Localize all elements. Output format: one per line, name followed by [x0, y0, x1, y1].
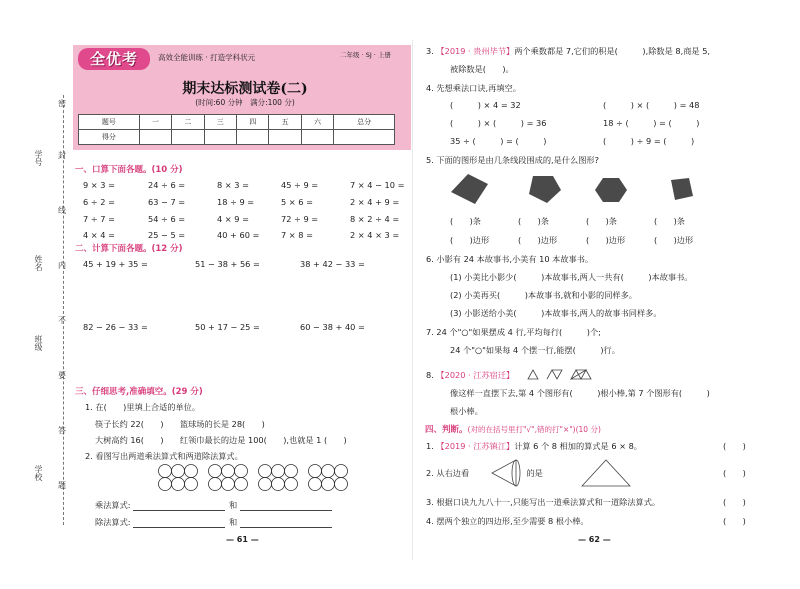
- score-cell[interactable]: [236, 130, 268, 145]
- page-number: — 61 —: [226, 535, 259, 544]
- q4-cell: ( ) ÷ 9 = ( ): [603, 136, 695, 146]
- brand-slogan: 高效全能训练 · 打造学科状元: [158, 53, 256, 62]
- score-header-row: [79, 115, 395, 130]
- oral-problem: 18 ÷ 9 =: [217, 197, 255, 207]
- score-header-cell: 五: [269, 115, 301, 130]
- q5-answer: ( )边形: [450, 235, 490, 245]
- q5-answer: ( )边形: [586, 235, 626, 245]
- exam-title: 期末达标测试卷(二): [182, 81, 308, 97]
- score-cell[interactable]: [172, 130, 204, 145]
- oral-problem: 8 × 3 =: [217, 180, 249, 190]
- q8-text-b: 像这样一直摆下去,第 4 个图形有( )根小棒,第 7 个图形有( ): [450, 388, 710, 398]
- hexagon-shape: [595, 178, 627, 202]
- score-cell[interactable]: [269, 130, 301, 145]
- j1-text: [426, 441, 642, 452]
- q8-number: 8.: [426, 370, 437, 380]
- and-label: 和: [229, 517, 238, 527]
- q7-text-a: 7. 24 个"○"如果摆成 4 行,平均每行( )个;: [426, 327, 601, 337]
- oral-problem: 25 − 5 =: [148, 230, 186, 240]
- seal-char: 线: [58, 206, 66, 215]
- q3-body: 两个乘数都是 7,它们的积是( ),除数是 8,商是 5,: [514, 46, 711, 56]
- quadrilateral-shape: [451, 174, 488, 204]
- score-value-row: [79, 130, 395, 145]
- q5-answer: ( )边形: [518, 235, 558, 245]
- q3-text: [426, 46, 710, 57]
- and-label: 和: [229, 500, 238, 510]
- q5-answer: ( )边形: [654, 235, 694, 245]
- exam-subtitle: (时间:60 分钟 满分:100 分): [195, 98, 295, 107]
- j4-text: 4. 摆两个独立的四边形,至少需要 8 根小棒。: [426, 516, 589, 526]
- score-header-cell: 二: [172, 115, 204, 130]
- section-2-heading: 二、计算下面各题。(12 分): [75, 244, 183, 254]
- circle-groups-figure: [155, 462, 355, 494]
- q1-text: 1. 在( )里填上合适的单位。: [85, 402, 201, 412]
- j1-body: 计算 6 个 8 相加的算式是 6 × 8。: [514, 441, 642, 451]
- score-header-cell: 一: [139, 115, 171, 130]
- q6-part-1: (1) 小美比小影少( )本故事书,两人一共有( )本故事书。: [450, 272, 693, 282]
- judge-paren[interactable]: ( ): [723, 497, 746, 507]
- score-table: [78, 114, 395, 145]
- calc-problem: 60 − 38 + 40 =: [300, 322, 365, 332]
- q3-text-cont: 被除数是( )。: [450, 64, 514, 74]
- oral-problem: 63 − 7 =: [148, 197, 186, 207]
- division-label: 除法算式:: [95, 517, 131, 527]
- answer-line[interactable]: [133, 527, 225, 528]
- oral-problem: 4 × 9 =: [217, 214, 249, 224]
- oral-problem: 72 ÷ 9 =: [281, 214, 319, 224]
- score-cell[interactable]: [139, 130, 171, 145]
- oral-problem: 24 ÷ 6 =: [148, 180, 186, 190]
- q5-answer: ( )条: [450, 216, 481, 226]
- oral-problem: 9 × 3 =: [83, 180, 115, 190]
- q6-part-3: (3) 小影送给小美( )本故事书,两人的故事书同样多。: [450, 308, 662, 318]
- score-header-cell: 三: [204, 115, 236, 130]
- oral-problem: 45 ÷ 9 =: [281, 180, 319, 190]
- q7-text-b: 24 个"○"如果每 4 个摆一行,能摆( )行。: [450, 345, 620, 355]
- j3-text: 3. 根据口诀九九八十一,只能写出一道乘法算式和一道除法算式。: [426, 497, 661, 507]
- q6-part-2: (2) 小美再买( )本故事书,就和小影的同样多。: [450, 290, 637, 300]
- calc-problem: 51 − 38 + 56 =: [195, 259, 260, 269]
- seal-char: 要: [58, 371, 66, 380]
- q8-text-c: 根小棒。: [450, 406, 483, 416]
- calc-problem: 45 + 19 + 35 =: [83, 259, 148, 269]
- answer-line[interactable]: [240, 527, 332, 528]
- binding-label-class: 班级: [34, 335, 43, 351]
- calc-problem: 38 + 42 − 33 =: [300, 259, 365, 269]
- q3-number: 3.: [426, 46, 437, 56]
- binding-label-name: 姓名: [34, 255, 43, 271]
- q4-cell: 18 ÷ ( ) = ( ): [603, 118, 700, 128]
- score-cell[interactable]: [204, 130, 236, 145]
- seal-char: 题: [58, 481, 66, 490]
- q5-text: 5. 下面的图形是由几条线段围成的,是什么图形?: [426, 155, 599, 165]
- q4-cell: ( ) × ( ) = 36: [450, 118, 547, 128]
- oral-problem: 54 ÷ 6 =: [148, 214, 186, 224]
- j2-text: 2. 从右边看 的是: [426, 468, 543, 478]
- seal-char: 封: [58, 151, 66, 160]
- seal-char: 答: [58, 426, 66, 435]
- binding-label-id: 学号: [34, 150, 43, 166]
- pentagon-shape: [529, 176, 561, 203]
- score-header-cell: 六: [301, 115, 333, 130]
- section-3-heading: 三、仔细思考,准确填空。(29 分): [75, 387, 203, 397]
- oral-problem: 2 × 4 + 9 =: [350, 197, 400, 207]
- judge-paren[interactable]: ( ): [723, 441, 746, 451]
- answer-line[interactable]: [133, 510, 225, 511]
- seal-char: 密: [58, 99, 66, 108]
- q2-text: 2. 看图写出两道乘法算式和两道除法算式。: [85, 451, 243, 461]
- quadrilateral-shape: [671, 178, 693, 200]
- oral-problem: 7 × 4 − 10 =: [350, 180, 405, 190]
- oral-problem: 8 × 2 ÷ 4 =: [350, 214, 400, 224]
- section-4-heading-line: [425, 423, 601, 435]
- oral-problem: 7 × 8 =: [281, 230, 313, 240]
- grade-label: 二年级 · SJ · 上册: [340, 51, 391, 59]
- q4-cell: ( ) × 4 = 32: [450, 100, 521, 110]
- answer-line[interactable]: [240, 510, 332, 511]
- oral-problem: 4 × 4 =: [83, 230, 115, 240]
- seal-char: 内: [58, 261, 66, 270]
- section-4-heading: 四、判断。: [425, 425, 468, 435]
- triangle-pattern-figure: [525, 366, 625, 382]
- page-number: — 62 —: [578, 535, 611, 544]
- calc-problem: 82 − 26 − 33 =: [83, 322, 148, 332]
- j1-number: 1.: [426, 441, 437, 451]
- judge-paren[interactable]: ( ): [723, 468, 746, 478]
- q1-line-b: 大树高约 16( ) 红领巾最长的边是 100( ),也就是 1 ( ): [95, 435, 347, 445]
- oral-problem: 2 × 4 × 3 =: [350, 230, 400, 240]
- multiplication-label: 乘法算式:: [95, 500, 131, 510]
- score-header-cell: 四: [236, 115, 268, 130]
- triangle-view-figure: [578, 456, 638, 490]
- j1-source-tag: 【2019 · 江苏镇江】: [436, 441, 515, 451]
- q5-answer: ( )条: [586, 216, 617, 226]
- q8-source-tag: 【2020 · 江苏宿迁】: [436, 370, 515, 380]
- brand-logo: 全优考: [78, 48, 150, 70]
- polygon-figures: [443, 170, 733, 210]
- score-header-cell: 总分: [334, 115, 395, 130]
- q4-text: 4. 先想乘法口诀,再填空。: [426, 83, 521, 93]
- q8-text: [426, 370, 514, 381]
- score-row-label: 得分: [79, 130, 140, 145]
- oral-problem: 6 ÷ 2 =: [83, 197, 115, 207]
- cone-figure: [488, 456, 548, 490]
- section-4-note: (对的在括号里打"√",错的打"×")(10 分): [467, 425, 601, 434]
- q5-answer: ( )条: [654, 216, 685, 226]
- oral-problem: 40 + 60 =: [217, 230, 260, 240]
- q3-source-tag: 【2019 · 贵州毕节】: [436, 46, 515, 56]
- q1-line-a: 筷子长约 22( ) 篮球场的长是 28( ): [95, 419, 265, 429]
- seal-char: 不: [58, 316, 66, 325]
- judge-paren[interactable]: ( ): [723, 516, 746, 526]
- score-header-cell: 题号: [79, 115, 140, 130]
- binding-label-school: 学校: [34, 465, 43, 481]
- q6-text: 6. 小影有 24 本故事书,小美有 10 本故事书。: [426, 254, 594, 264]
- q4-cell: ( ) × ( ) = 48: [603, 100, 700, 110]
- q5-answer: ( )条: [518, 216, 549, 226]
- score-cell[interactable]: [301, 130, 333, 145]
- q4-cell: 35 ÷ ( ) = ( ): [450, 136, 547, 146]
- calc-problem: 50 + 17 − 25 =: [195, 322, 260, 332]
- right-page: [413, 0, 800, 589]
- score-cell[interactable]: [334, 130, 395, 145]
- section-1-heading: 一、口算下面各题。(10 分): [75, 165, 183, 175]
- oral-problem: 5 × 6 =: [281, 197, 313, 207]
- oral-problem: 7 ÷ 7 =: [83, 214, 115, 224]
